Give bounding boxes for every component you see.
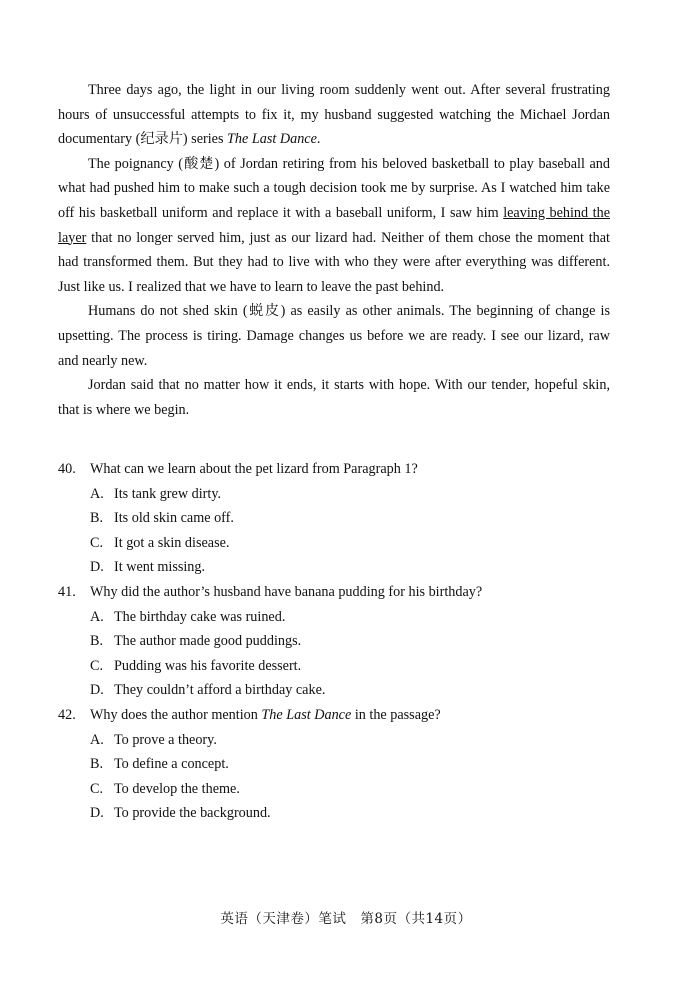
option-c[interactable]: C. Pudding was his favorite dessert. — [90, 657, 302, 674]
question-list — [58, 457, 618, 826]
documentary-title: The Last Dance — [227, 131, 317, 148]
paragraph-2: The poignancy (酸楚) of Jordan retiring from his beloved basketball to play baseball and what had pushed him to make such a tough decision took me by surprise. As I watched him take off his basketball uniform and replace it with a baseball uniform, I saw him leaving behind the layer that no longer served him, just as our lizard had. Neither of them chose the moment that had transformed them. But they had to live with who they were after everything was different. Just like us. I realized that we have to learn to leave the past behind. — [58, 155, 610, 295]
question-number: 40. — [58, 461, 76, 477]
question-number: 41. — [58, 583, 76, 600]
page-footer: 英语（天津卷）笔试 第8页（共14页） — [220, 911, 472, 927]
options — [58, 482, 618, 580]
option-a[interactable]: A. The birthday cake was ruined. — [90, 608, 286, 625]
question-41 — [58, 580, 618, 703]
option-d[interactable]: D. It went missing. — [90, 559, 206, 576]
question-40 — [58, 457, 618, 580]
reading-passage — [58, 78, 610, 422]
underlined-phrase: leaving behind the layer — [58, 204, 610, 246]
option-b[interactable]: B. The author made good puddings. — [90, 633, 302, 650]
option-a[interactable]: A. Its tank grew dirty. — [90, 485, 222, 502]
question-text: What can we learn about the pet lizard from Paragraph 1? — [90, 461, 418, 477]
paragraph-1: Three days ago, the light in our living room suddenly went out. After several frustrating hours of unsuccessful attempts to fix it, my husband suggested watching the Michael Jordan documentary (纪录片) series The Last Dance. — [58, 82, 610, 148]
question-42 — [58, 703, 618, 826]
option-d[interactable]: D. To provide the background. — [90, 805, 271, 822]
options — [58, 728, 618, 826]
question-stem — [58, 457, 618, 482]
question-number: 42. — [58, 706, 76, 723]
paragraph-4: Jordan said that no matter how it ends, it starts with hope. With our tender, hopeful skin, that is where we begin. — [58, 377, 610, 418]
paragraph-3: Humans do not shed skin (蜕皮) as easily as other animals. The beginning of change is upsetting. The process is tiring. Damage changes us before we are ready. I see our lizard, raw and nearly new. — [58, 303, 610, 369]
question-stem — [58, 703, 618, 728]
question-stem — [58, 580, 618, 605]
question-text: Why does the author mention The Last Dance in the passage? — [90, 706, 441, 723]
question-text: Why did the author’s husband have banana pudding for his birthday? — [90, 583, 483, 600]
options — [58, 605, 618, 703]
option-a[interactable]: A. To prove a theory. — [90, 731, 217, 748]
option-d[interactable]: D. They couldn’t afford a birthday cake. — [90, 682, 326, 699]
option-c[interactable]: C. It got a skin disease. — [90, 534, 230, 551]
option-b[interactable]: B. Its old skin came off. — [90, 510, 234, 527]
option-c[interactable]: C. To develop the theme. — [90, 780, 240, 797]
option-b[interactable]: B. To define a concept. — [90, 756, 229, 773]
